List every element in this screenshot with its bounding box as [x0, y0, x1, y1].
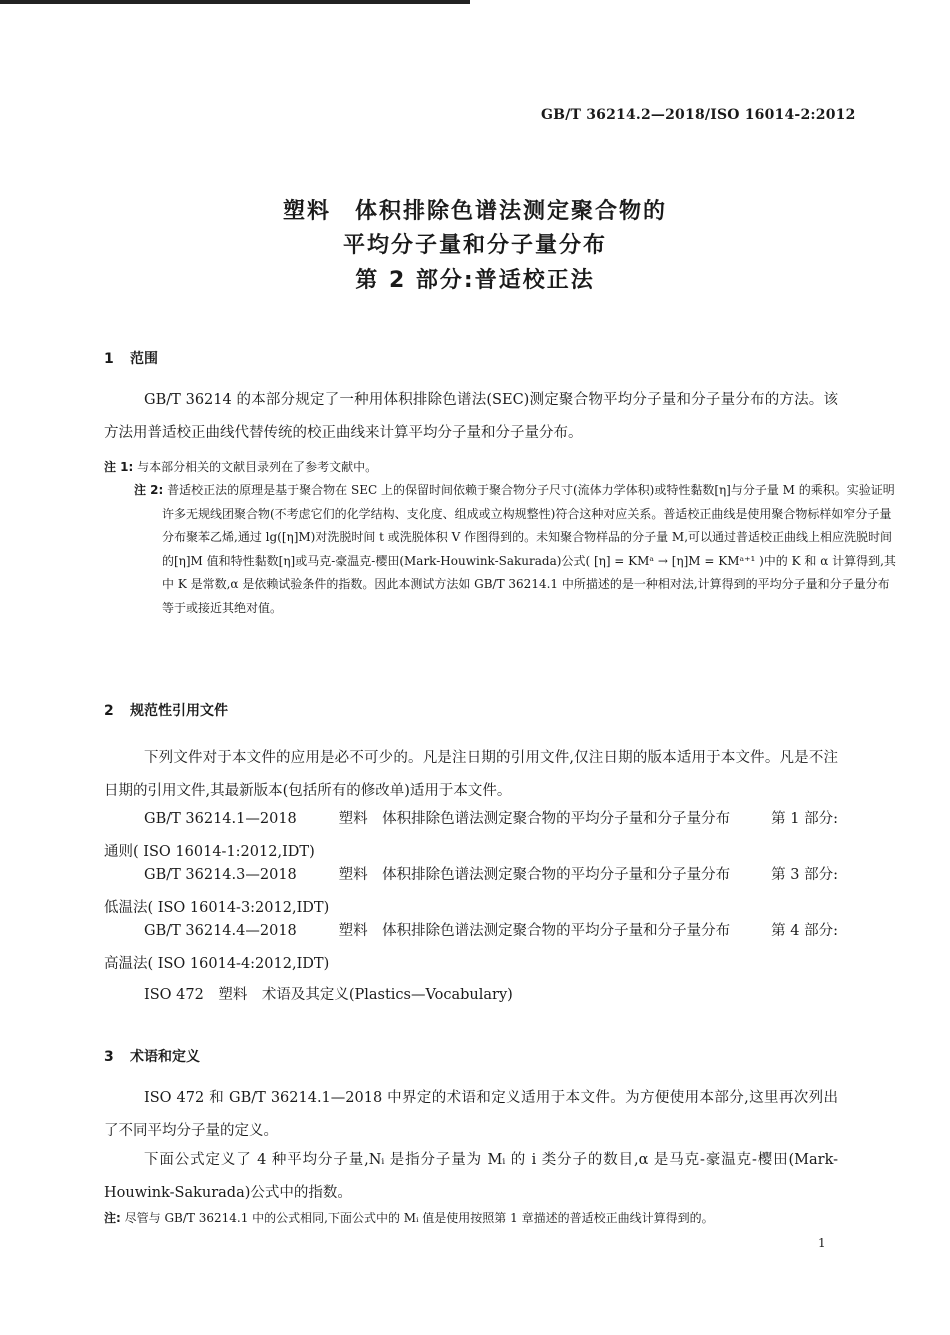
- section-3-paragraph-1: ISO 472 和 GB/T 36214.1—2018 中界定的术语和定义适用于本文件。为方便使用本部分,这里再次列出了不同平均分子量的定义。: [104, 1090, 838, 1139]
- section-1-note-1: [104, 456, 838, 480]
- reference-continuation: 低温法( ISO 16014-3:2012,IDT): [104, 900, 330, 916]
- section-title: 规范性引用文件: [130, 703, 228, 719]
- section-title: 术语和定义: [130, 1049, 200, 1065]
- section-2-paragraph: 下列文件对于本文件的应用是必不可少的。凡是注日期的引用文件,仅注日期的版本适用于本文件。凡是不注日期的引用文件,其最新版本(包括所有的修改单)适用于本文件。: [104, 750, 838, 799]
- reference-continuation: 通则( ISO 16014-1:2012,IDT): [104, 844, 315, 860]
- section-3-heading: [104, 1046, 200, 1066]
- note-label: 注 1:: [104, 460, 134, 474]
- reference-part: 第 4 部分:: [771, 923, 838, 939]
- note-text: 尽管与 GB/T 36214.1 中的公式相同,下面公式中的 Mᵢ 值是使用按照第 1 章描述的普适校正曲线计算得到的。: [124, 1211, 714, 1225]
- section-number: 1: [104, 351, 114, 367]
- standard-number: GB/T 36214.2—2018/ISO 16014-2:2012: [541, 107, 856, 123]
- section-number: 2: [104, 703, 114, 719]
- reference-name: 塑料 体积排除色谱法测定聚合物的平均分子量和分子量分布: [338, 811, 731, 827]
- reference-name: 塑料 体积排除色谱法测定聚合物的平均分子量和分子量分布: [338, 923, 731, 939]
- note-text: 与本部分相关的文献目录列在了参考文献中。: [137, 460, 378, 474]
- reference-name: 塑料 体积排除色谱法测定聚合物的平均分子量和分子量分布: [338, 867, 731, 883]
- note-label: 注:: [104, 1211, 121, 1225]
- reference-part: 第 3 部分:: [771, 867, 838, 883]
- section-1-note-2: [104, 479, 896, 620]
- title-line-2: 平均分子量和分子量分布: [342, 233, 607, 258]
- reference-standard: GB/T 36214.4—2018: [144, 923, 297, 939]
- reference-standard: GB/T 36214.3—2018: [144, 867, 297, 883]
- title-line-1: 塑料 体积排除色谱法测定聚合物的: [282, 199, 667, 224]
- top-rule: [0, 0, 470, 4]
- section-1-paragraph: GB/T 36214 的本部分规定了一种用体积排除色谱法(SEC)测定聚合物平均分子量和分子量分布的方法。该方法用普适校正曲线代替传统的校正曲线来计算平均分子量和分子量分布。: [104, 392, 838, 441]
- section-3-note: [104, 1207, 838, 1231]
- note-text: 普适校正法的原理是基于聚合物在 SEC 上的保留时间依赖于聚合物分子尺寸(流体力学体积)或特性黏数[η]与分子量 M 的乘积。实验证明许多无规线团聚合物(不考虑它们的化学结构、支化度、组成或立构规整性)符合这种对应关系。普适校正曲线是使用聚合物标样如窄分子量分布聚苯乙烯,通过 lg([η]M)对洗脱时间 t 或洗脱体积 V 作图得到的。未知聚合物样品的分子量 M,可以通过普适校正曲线上相应洗脱时间的[η]M 值和特性黏数[η]或马克-豪温克-樱田(Mark-Houwink-Sakurada)公式( [η] = KMᵃ → [η]M = KMᵃ⁺¹ )中的 K 和 α 计算得到,其中 K 是常数,α 是依赖试验条件的指数。因此本测试方法如 GB/T 36214.1 中所描述的是一种相对法,计算得到的平均分子量和分子量分布等于或接近其绝对值。: [162, 483, 896, 615]
- section-title: 范围: [130, 351, 158, 367]
- title-line-3: 第 2 部分:普适校正法: [355, 268, 595, 293]
- section-number: 3: [104, 1049, 114, 1065]
- page-number: 1: [818, 1236, 826, 1250]
- normative-reference-iso472: ISO 472 塑料 术语及其定义(Plastics—Vocabulary): [144, 987, 513, 1003]
- note-label: 注 2:: [134, 483, 164, 497]
- section-1-heading: [104, 348, 158, 368]
- reference-part: 第 1 部分:: [771, 811, 838, 827]
- section-3-paragraph-2: 下面公式定义了 4 种平均分子量,Nᵢ 是指分子量为 Mᵢ 的 i 类分子的数目,α 是马克-豪温克-樱田(Mark-Houwink-Sakurada)公式中的指数。: [104, 1152, 838, 1201]
- normative-reference: [104, 915, 838, 981]
- section-2-heading: [104, 700, 228, 720]
- reference-standard: GB/T 36214.1—2018: [144, 811, 297, 827]
- reference-continuation: 高温法( ISO 16014-4:2012,IDT): [104, 956, 330, 972]
